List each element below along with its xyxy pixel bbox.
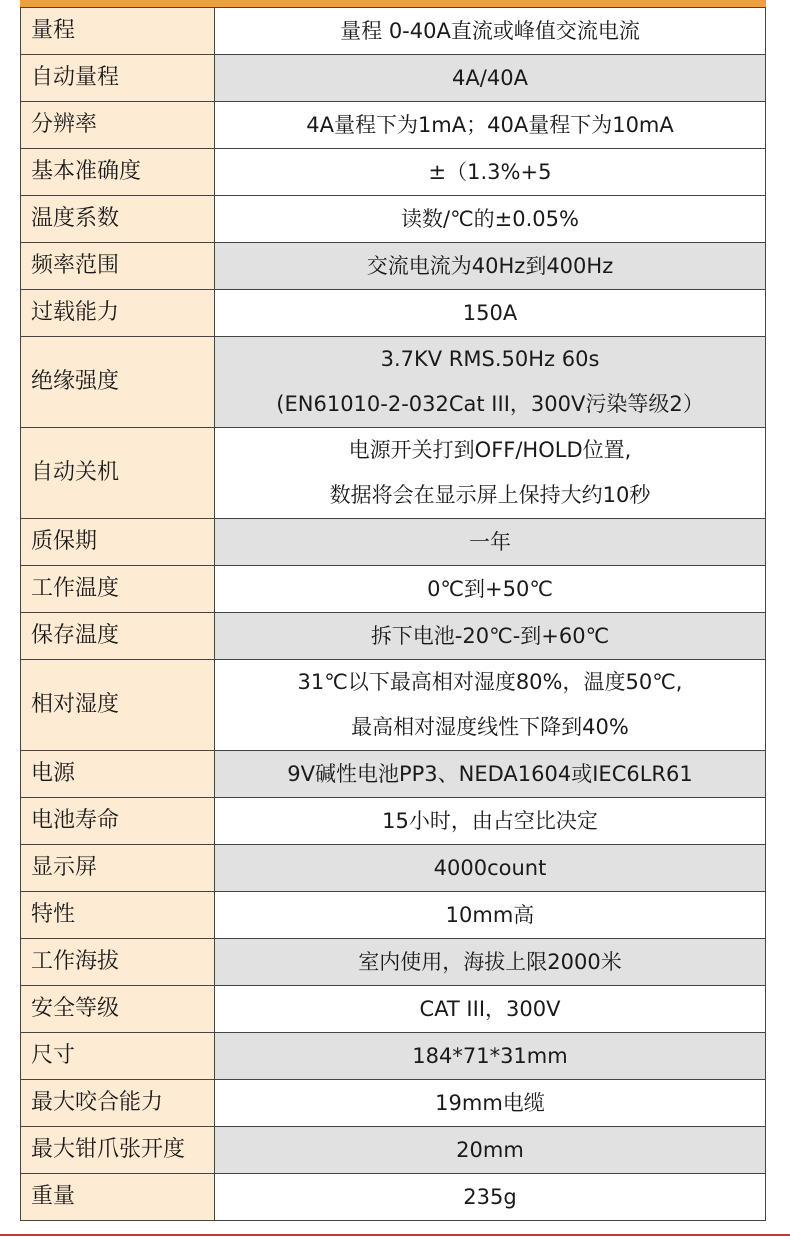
spec-value [215, 55, 766, 102]
spec-row [21, 566, 766, 613]
spec-label: 绝缘强度 [21, 337, 215, 428]
spec-value [215, 243, 766, 290]
spec-value [215, 1033, 766, 1080]
spec-value-line: 15小时，由占空比决定 [382, 808, 598, 833]
spec-row [21, 613, 766, 660]
spec-label: 最大钳爪张开度 [21, 1127, 215, 1174]
spec-row [21, 845, 766, 892]
spec-value-line: 一年 [469, 529, 511, 554]
spec-label: 分辨率 [21, 102, 215, 149]
spec-value [215, 613, 766, 660]
spec-label: 量程 [21, 8, 215, 55]
spec-value [215, 290, 766, 337]
spec-value-line: ±（1.3%+5 [428, 159, 552, 184]
spec-value-line: 拆下电池-20℃-到+60℃ [370, 623, 610, 648]
spec-value [215, 566, 766, 613]
spec-row [21, 892, 766, 939]
spec-value-line: 电源开关打到OFF/HOLD位置, [348, 438, 632, 462]
spec-label: 保存温度 [21, 613, 215, 660]
spec-value [215, 149, 766, 196]
spec-value [215, 519, 766, 566]
bottom-divider [0, 1234, 790, 1236]
spec-row [21, 196, 766, 243]
spec-value [215, 751, 766, 798]
spec-row [21, 8, 766, 55]
spec-row [21, 939, 766, 986]
spec-row [21, 243, 766, 290]
spec-row [21, 290, 766, 337]
spec-value-line: 量程 0-40A直流或峰值交流电流 [340, 18, 640, 43]
spec-label: 工作海拔 [21, 939, 215, 986]
spec-value-line: 室内使用，海拔上限2000米 [358, 949, 622, 974]
spec-label: 显示屏 [21, 845, 215, 892]
spec-value-line: 184*71*31mm [412, 1043, 568, 1068]
spec-row [21, 428, 766, 519]
spec-value-line: 4A量程下为1mA；40A量程下为10mA [306, 112, 674, 137]
spec-row [21, 1127, 766, 1174]
spec-label: 质保期 [21, 519, 215, 566]
spec-value [215, 986, 766, 1033]
spec-row [21, 660, 766, 751]
spec-value [215, 892, 766, 939]
spec-row [21, 519, 766, 566]
spec-value-line: 最高相对湿度线性下降到40% [351, 715, 629, 739]
spec-label: 自动关机 [21, 428, 215, 519]
spec-value [215, 102, 766, 149]
spec-label: 最大咬合能力 [21, 1080, 215, 1127]
spec-label: 特性 [21, 892, 215, 939]
spec-value [215, 1174, 766, 1221]
spec-value [215, 1080, 766, 1127]
spec-label: 温度系数 [21, 196, 215, 243]
spec-row [21, 337, 766, 428]
spec-value-line: 10mm高 [445, 902, 535, 927]
spec-value [215, 798, 766, 845]
spec-value-line: 3.7KV RMS.50Hz 60s [380, 347, 600, 371]
spec-table [20, 7, 766, 1221]
spec-value-line: 4A/40A [452, 65, 528, 90]
spec-value [215, 337, 766, 428]
spec-row [21, 1174, 766, 1221]
spec-label: 自动量程 [21, 55, 215, 102]
spec-label: 相对湿度 [21, 660, 215, 751]
spec-label: 过载能力 [21, 290, 215, 337]
spec-value-line: 235g [463, 1184, 517, 1209]
spec-row [21, 1033, 766, 1080]
spec-value-line: 31℃以下最高相对湿度80%，温度50℃, [297, 670, 683, 694]
spec-label: 频率范围 [21, 243, 215, 290]
spec-value-line: 9V碱性电池PP3、NEDA1604或IEC6LR61 [287, 761, 693, 786]
spec-row [21, 798, 766, 845]
spec-label: 电源 [21, 751, 215, 798]
spec-value-line: 19mm电缆 [435, 1090, 545, 1115]
spec-value [215, 1127, 766, 1174]
spec-row [21, 1080, 766, 1127]
spec-value-line: 交流电流为40Hz到400Hz [366, 253, 614, 278]
spec-table-body [21, 8, 766, 1221]
spec-value-line: 20mm [456, 1137, 524, 1162]
spec-value-line: 读数/℃的±0.05% [401, 206, 579, 231]
spec-value-line: CAT III，300V [419, 996, 561, 1021]
spec-value-line: 4000count [433, 855, 547, 880]
table-top-accent-bar [20, 0, 766, 7]
spec-label: 重量 [21, 1174, 215, 1221]
spec-label: 电池寿命 [21, 798, 215, 845]
spec-row [21, 149, 766, 196]
spec-label: 工作温度 [21, 566, 215, 613]
spec-value [215, 196, 766, 243]
spec-label: 尺寸 [21, 1033, 215, 1080]
spec-label: 安全等级 [21, 986, 215, 1033]
spec-value-line: 150A [462, 300, 518, 325]
spec-value [215, 845, 766, 892]
spec-value [215, 939, 766, 986]
spec-row [21, 102, 766, 149]
spec-value [215, 428, 766, 519]
spec-value [215, 660, 766, 751]
spec-row [21, 751, 766, 798]
spec-value-line: (EN61010-2-032Cat III，300V污染等级2） [276, 392, 704, 416]
spec-value-line: 数据将会在显示屏上保持大约10秒 [329, 483, 651, 507]
spec-label: 基本准确度 [21, 149, 215, 196]
spec-row [21, 55, 766, 102]
spec-value [215, 8, 766, 55]
spec-row [21, 986, 766, 1033]
spec-value-line: 0℃到+50℃ [427, 576, 553, 601]
